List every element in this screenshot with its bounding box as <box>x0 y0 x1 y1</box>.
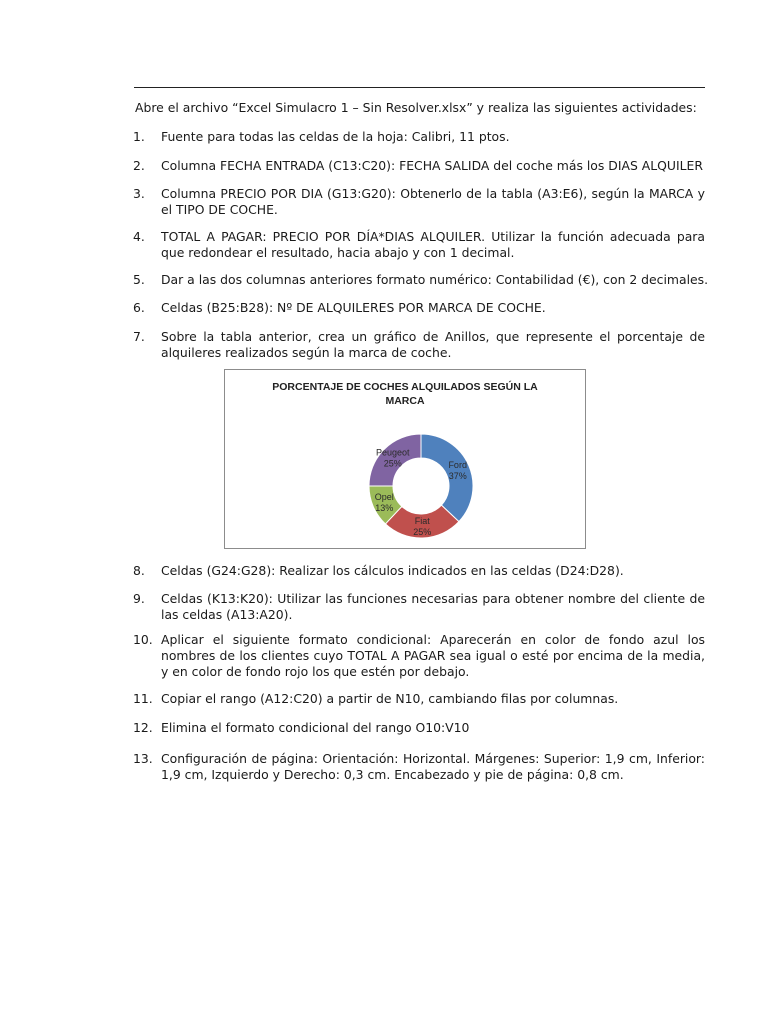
slice-percent-ford: 37% <box>448 471 467 482</box>
task-item-8 <box>133 563 705 579</box>
slice-label-fiat: Fiat <box>414 515 430 526</box>
task-number: 9. <box>133 591 145 606</box>
task-item-13 <box>133 751 705 783</box>
task-item-4 <box>133 229 705 261</box>
task-number: 10. <box>133 632 153 647</box>
task-number: 1. <box>133 129 145 144</box>
slice-label-ford: Ford <box>448 460 467 471</box>
task-number: 5. <box>133 272 145 287</box>
slice-percent-peugeot: 25% <box>383 458 402 469</box>
task-text: Columna PRECIO POR DIA (G13:G20): Obtenerlo de la tabla (A3:E6), según la MARCA y el TIPO DE COCHE. <box>161 186 705 217</box>
slice-percent-opel: 13% <box>375 502 394 513</box>
task-item-10 <box>133 632 705 680</box>
slice-percent-fiat: 25% <box>413 526 432 537</box>
task-number: 8. <box>133 563 145 578</box>
task-number: 2. <box>133 158 145 173</box>
task-text: Columna FECHA ENTRADA (C13:C20): FECHA SALIDA del coche más los DIAS ALQUILER <box>161 158 703 173</box>
task-item-1 <box>133 129 705 145</box>
task-number: 6. <box>133 300 145 315</box>
task-number: 13. <box>133 751 153 766</box>
task-text: Celdas (G24:G28): Realizar los cálculos indicados en las celdas (D24:D28). <box>161 563 624 578</box>
intro-text: Abre el archivo “Excel Simulacro 1 – Sin Resolver.xlsx” y realiza las siguientes actividades: <box>135 100 697 115</box>
task-number: 11. <box>133 691 153 706</box>
task-text: Sobre la tabla anterior, crea un gráfico de Anillos, que represente el porcentaje de alquileres realizados según la marca de coche. <box>161 329 705 360</box>
task-text: Fuente para todas las celdas de la hoja: Calibri, 11 ptos. <box>161 129 510 144</box>
task-item-6 <box>133 300 705 316</box>
task-item-5 <box>133 272 709 288</box>
task-text: Dar a las dos columnas anteriores formato numérico: Contabilidad (€), con 2 decimales. <box>161 272 709 287</box>
task-text: TOTAL A PAGAR: PRECIO POR DÍA*DIAS ALQUILER. Utilizar la función adecuada para que redondear el resultado, hacia abajo y con 1 decimal. <box>161 229 705 260</box>
task-item-7 <box>133 329 705 361</box>
task-number: 4. <box>133 229 145 244</box>
top-rule <box>134 87 705 88</box>
task-item-9 <box>133 591 705 623</box>
task-text: Celdas (K13:K20): Utilizar las funciones necesarias para obtener nombre del cliente de las celdas (A13:A20). <box>161 591 705 622</box>
slice-label-opel: Opel <box>374 491 394 502</box>
chart-title-line-2: MARCA <box>385 395 425 407</box>
chart-title-line-1: PORCENTAJE DE COCHES ALQUILADOS SEGÚN LA <box>272 381 538 393</box>
task-text: Configuración de página: Orientación: Horizontal. Márgenes: Superior: 1,9 cm, Inferior: 1,9 cm, Izquierdo y Derecho: 0,3 cm. Encabezado y pie de página: 0,8 cm. <box>161 751 705 782</box>
task-item-2 <box>133 158 705 174</box>
task-text: Elimina el formato condicional del rango O10:V10 <box>161 720 470 735</box>
task-item-11 <box>133 691 705 707</box>
task-text: Celdas (B25:B28): Nº DE ALQUILERES POR MARCA DE COCHE. <box>161 300 546 315</box>
task-number: 7. <box>133 329 145 344</box>
task-number: 12. <box>133 720 153 735</box>
task-number: 3. <box>133 186 145 201</box>
slice-label-peugeot: Peugeot <box>375 447 410 458</box>
doughnut-chart <box>224 369 586 549</box>
task-item-3 <box>133 186 705 218</box>
task-item-12 <box>133 720 705 736</box>
doughnut-plot <box>225 370 585 548</box>
task-text: Aplicar el siguiente formato condicional: Aparecerán en color de fondo azul los nombres de los clientes cuyo TOTAL A PAGAR sea igual o esté por encima de la media, y en color de fondo rojo los que estén por debajo. <box>161 632 705 679</box>
task-text: Copiar el rango (A12:C20) a partir de N10, cambiando filas por columnas. <box>161 691 619 706</box>
